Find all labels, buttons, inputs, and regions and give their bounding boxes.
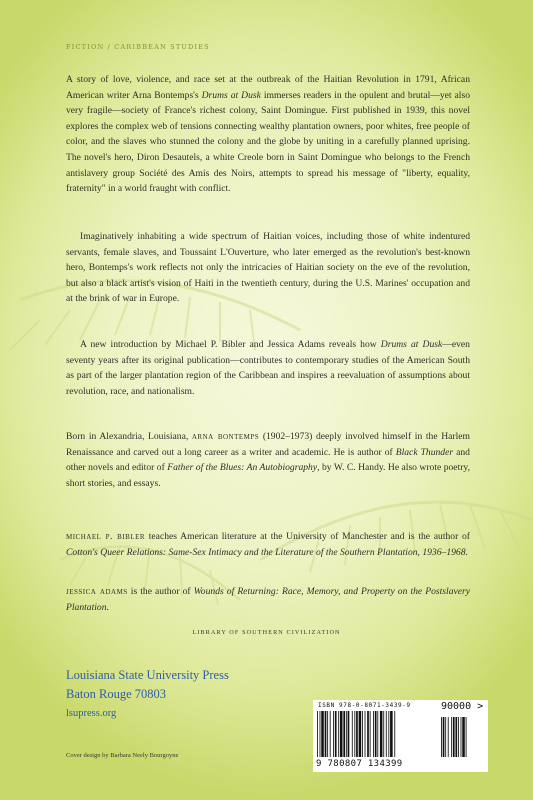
publisher-name: Louisiana State University Press — [66, 668, 229, 682]
barcode-bar — [338, 711, 339, 757]
barcode-bar — [394, 711, 395, 757]
barcode-addon-bar — [451, 717, 452, 757]
description-paragraph-3: A new introduction by Michael P. Bibler and Jessica Adams reveals how Drums at Dusk—even seventy years after its original publication—contributes to contemporary studies of the American South as part of the larger plantation region of the Caribbean and inspires a reevaluation of assumptions about revolution, race, and nationalism. — [66, 339, 470, 397]
barcode-addon-bar — [448, 717, 449, 757]
barcode-bar — [335, 711, 337, 757]
price-code: 90000 > — [441, 701, 484, 712]
barcode-bar — [348, 711, 350, 757]
barcode-bar — [386, 711, 387, 757]
barcode-bar — [388, 711, 389, 757]
publisher-url[interactable]: lsupress.org — [66, 708, 117, 719]
bio-jessica-adams: jessica adams is the author of Wounds of Returning: Race, Memory, and Property on the Postslavery Plantation. — [66, 586, 470, 613]
barcode-addon-bar — [461, 717, 462, 757]
barcode-addon-bar — [445, 717, 446, 757]
barcode-addon-bar — [455, 717, 457, 757]
barcode-addon-bar — [453, 717, 455, 757]
barcode-addon-bar — [466, 717, 467, 757]
barcode-bar — [352, 711, 353, 757]
barcode-bar — [383, 711, 384, 757]
isbn-text: ISBN 978-0-8071-3439-9 — [318, 702, 411, 709]
barcode-bar — [320, 711, 321, 757]
bio-arna-bontemps: Born in Alexandria, Louisiana, arna bontemps (1902–1973) deeply involved himself in the Harlem Renaissance and carved out a long career as a writer and academic. He is author of Black Thunder and other novels and editor of Father of the Blues: An Autobiography, by W. C. Handy. He also wrote poetry, short stories, and essays. — [66, 431, 470, 489]
ean-digits: 9 780807 134399 — [316, 759, 403, 769]
barcode-bar — [365, 711, 366, 757]
series-name: LIBRARY OF SOUTHERN CIVILIZATION — [192, 629, 341, 636]
barcode-panel — [313, 700, 488, 772]
description-paragraph-1: A story of love, violence, and race set at the outbreak of the Haitian Revolution in 1791, African American writer Arna Bontemps's Drums at Dusk immerses readers in the opulent and brutal—yet also very fragile—society of France's richest colony, Saint Domingue. First published in 1939, this novel explores the complex web of tensions connecting wealthy plantation owners, poor whites, free people of color, and the slaves who stunned the colony and the globe by uniting in a carefully planned uprising. The novel's hero, Diron Desautels, a white Creole born in Saint Domingue who belongs to the French antislavery group Société des Amis des Noirs, attempts to spread his message of "liberty, equality, fraternity" in a world fraught with conflict. — [66, 74, 471, 195]
barcode-bar — [340, 711, 343, 757]
barcode-bar — [356, 711, 358, 757]
barcode-bar — [325, 711, 327, 757]
barcode-bar — [330, 711, 331, 757]
barcode-bar — [375, 711, 377, 757]
barcode-bar — [373, 711, 374, 757]
barcode-bar — [343, 711, 345, 757]
barcode-bar — [367, 711, 369, 757]
barcode-bar — [327, 711, 328, 757]
barcode-bar — [390, 711, 393, 757]
cover-design-credit: Cover design by Barbara Neely Bourgoyne — [66, 752, 179, 759]
barcode-addon-bar — [441, 717, 442, 757]
barcode-icon — [317, 711, 485, 759]
barcode-bar — [359, 711, 362, 757]
barcode-bar — [354, 711, 355, 757]
barcode-bar — [380, 711, 383, 757]
publisher-city: Baton Rouge 70803 — [66, 687, 166, 701]
barcode-bar — [346, 711, 347, 757]
barcode-addon-bar — [462, 717, 465, 757]
barcode-bar — [321, 711, 324, 757]
barcode-bar — [333, 711, 334, 757]
bio-michael-bibler: michael p. bibler teaches American literature at the University of Manchester and is the author of Cotton's Queer Relations: Same-Sex Intimacy and the Literature of the Southern Plantation, 1936–1968. — [66, 531, 470, 558]
barcode-addon-bar — [443, 717, 445, 757]
publisher-block — [66, 666, 229, 724]
barcode-bar — [370, 711, 371, 757]
barcode-addon-bar — [458, 717, 459, 757]
barcode-bar — [317, 711, 318, 757]
category-label: FICTION / CARIBBEAN STUDIES — [66, 43, 210, 51]
barcode-bar — [362, 711, 363, 757]
description-paragraph-2: Imaginatively inhabiting a wide spectrum of Haitian voices, including those of white indentured servants, female slaves, and Toussaint L'Ouverture, who later emerged as the revolution's best-known hero, Bontemps's work reflects not only the intricacies of Haitian society on the eve of the revolution, but also a black artist's vision of Haiti in the twentieth century, during the U.S. Marines' occupation and at the brink of war in Europe. — [66, 231, 470, 305]
barcode-bar — [377, 711, 378, 757]
